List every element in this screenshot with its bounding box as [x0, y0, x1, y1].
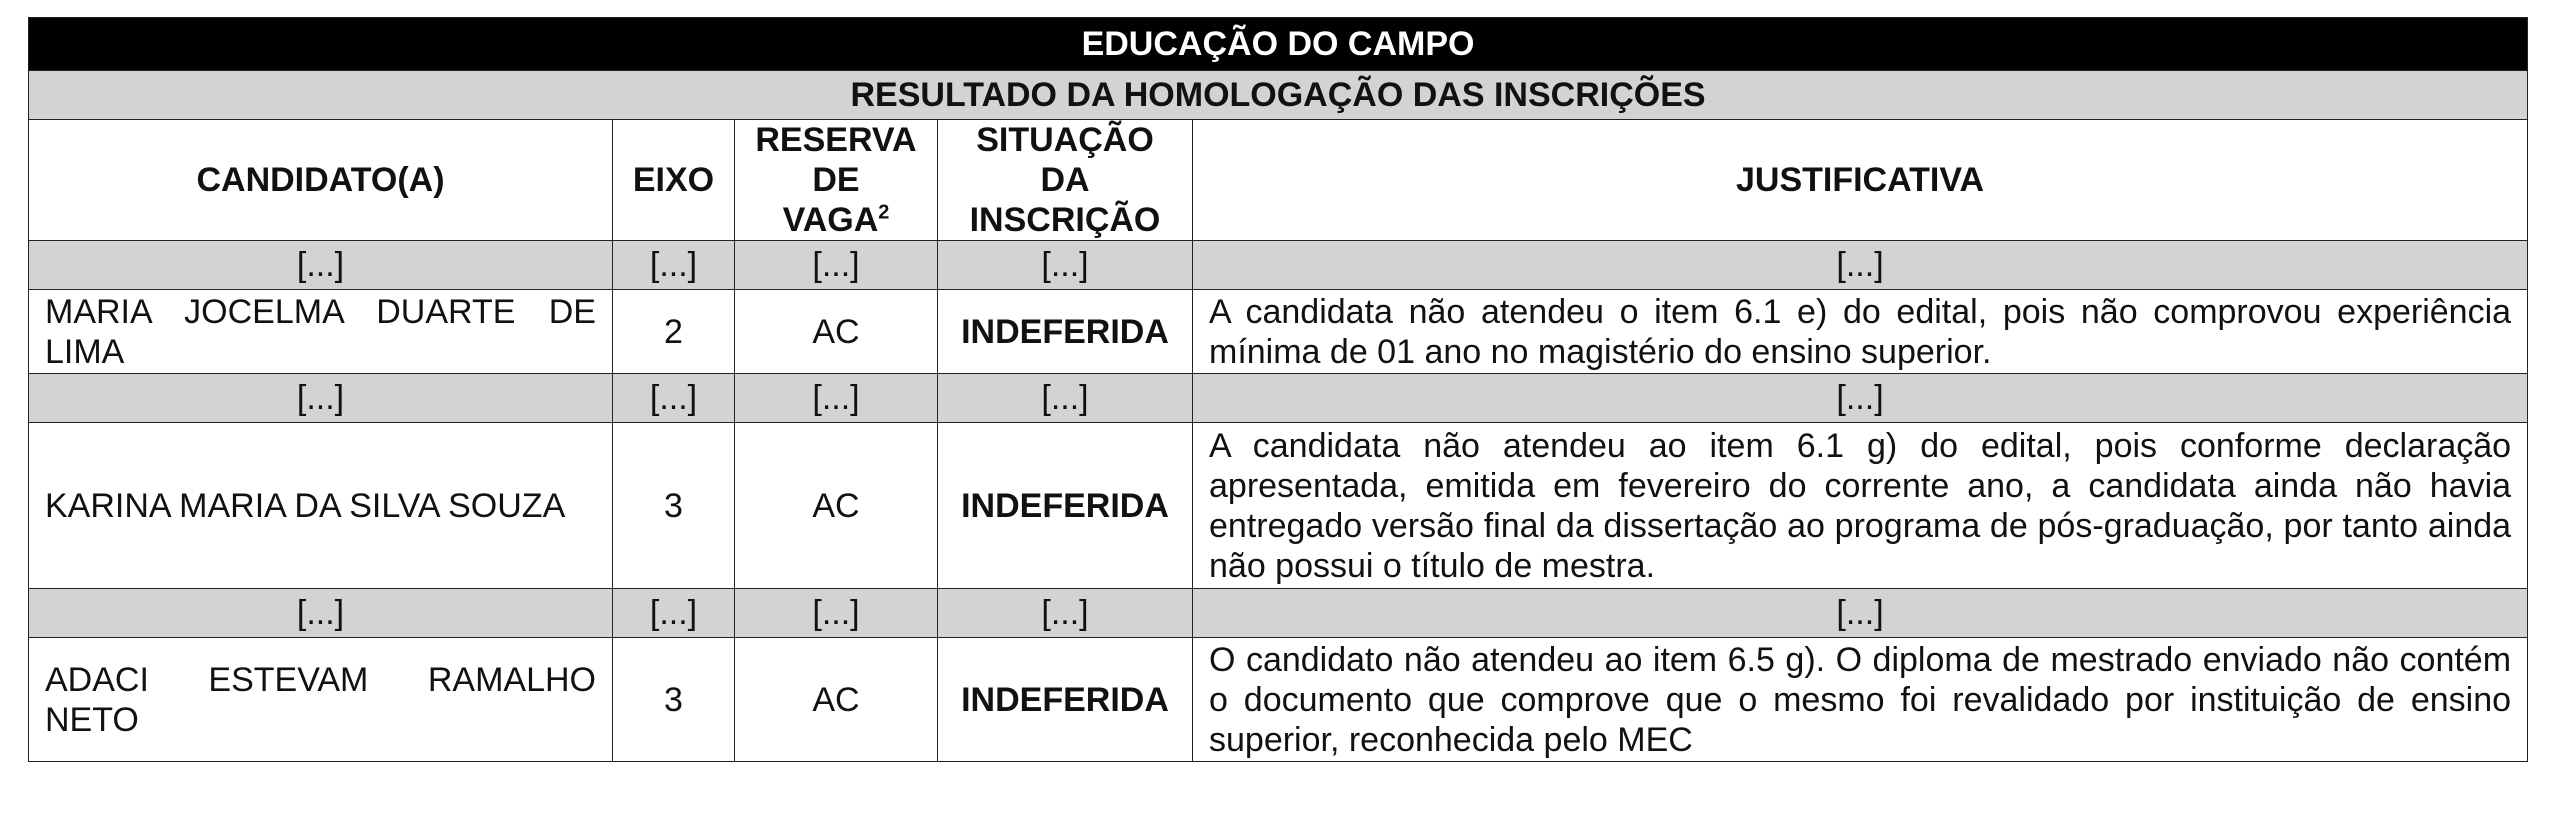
justification-text: A candidata não atendeu ao item 6.1 g) do edital, pois conforme declaração apresentada, emitida em fevereiro do corrente ano, a candidata ainda não havia entregado versão final da dissertação ao programa de pós-graduação, por tanto ainda não possui o título de mestra. — [1193, 423, 2528, 589]
ellipsis-cell: [...] — [613, 241, 735, 290]
header-status-line3: INSCRIÇÃO — [969, 201, 1161, 239]
table-row — [29, 638, 2528, 762]
ellipsis-cell: [...] — [735, 589, 938, 638]
table-row — [29, 423, 2528, 589]
subtitle-row — [29, 71, 2528, 120]
ellipsis-cell: [...] — [735, 374, 938, 423]
document-title: EDUCAÇÃO DO CAMPO — [29, 18, 2528, 71]
candidate-name: ADACI ESTEVAM RAMALHO NETO — [29, 638, 613, 762]
status-value: INDEFERIDA — [938, 290, 1193, 374]
header-reserve-line1: RESERVA — [755, 121, 917, 159]
ellipsis-cell: [...] — [938, 589, 1193, 638]
axis-value: 2 — [613, 290, 735, 374]
ellipsis-cell: [...] — [613, 374, 735, 423]
ellipsis-row — [29, 374, 2528, 423]
header-row — [29, 120, 2528, 241]
homologation-table — [28, 17, 2528, 762]
ellipsis-cell: [...] — [1193, 589, 2528, 638]
ellipsis-cell: [...] — [938, 241, 1193, 290]
ellipsis-cell: [...] — [613, 589, 735, 638]
status-value: INDEFERIDA — [938, 638, 1193, 762]
axis-value: 3 — [613, 423, 735, 589]
ellipsis-cell: [...] — [1193, 374, 2528, 423]
header-axis: EIXO — [613, 120, 735, 241]
ellipsis-cell: [...] — [735, 241, 938, 290]
axis-value: 3 — [613, 638, 735, 762]
ellipsis-row — [29, 241, 2528, 290]
title-row — [29, 18, 2528, 71]
header-status — [938, 120, 1193, 241]
ellipsis-cell: [...] — [1193, 241, 2528, 290]
candidate-name: MARIA JOCELMA DUARTE DE LIMA — [29, 290, 613, 374]
reserve-value: AC — [735, 423, 938, 589]
header-status-line2: DA — [1040, 161, 1090, 199]
header-reserve-line3: VAGA — [782, 201, 879, 239]
ellipsis-cell: [...] — [29, 241, 613, 290]
header-status-line1: SITUAÇÃO — [976, 121, 1154, 159]
document-subtitle: RESULTADO DA HOMOLOGAÇÃO DAS INSCRIÇÕES — [29, 71, 2528, 120]
reserve-value: AC — [735, 638, 938, 762]
header-candidate: CANDIDATO(A) — [29, 120, 613, 241]
justification-text: O candidato não atendeu ao item 6.5 g). O diploma de mestrado enviado não contém o documento que comprove que o mesmo foi revalidado por instituição de ensino superior, reconhecida pelo MEC — [1193, 638, 2528, 762]
header-reserve-line2: DE — [812, 161, 860, 199]
ellipsis-cell: [...] — [29, 374, 613, 423]
header-reserve-footnote: 2 — [878, 201, 890, 224]
table-row — [29, 290, 2528, 374]
ellipsis-cell: [...] — [938, 374, 1193, 423]
header-justification: JUSTIFICATIVA — [1193, 120, 2528, 241]
status-value: INDEFERIDA — [938, 423, 1193, 589]
candidate-name: KARINA MARIA DA SILVA SOUZA — [29, 423, 613, 589]
ellipsis-cell: [...] — [29, 589, 613, 638]
reserve-value: AC — [735, 290, 938, 374]
justification-text: A candidata não atendeu o item 6.1 e) do edital, pois não comprovou experiência mínima de 01 ano no magistério do ensino superior. — [1193, 290, 2528, 374]
header-reserve — [735, 120, 938, 241]
ellipsis-row — [29, 589, 2528, 638]
